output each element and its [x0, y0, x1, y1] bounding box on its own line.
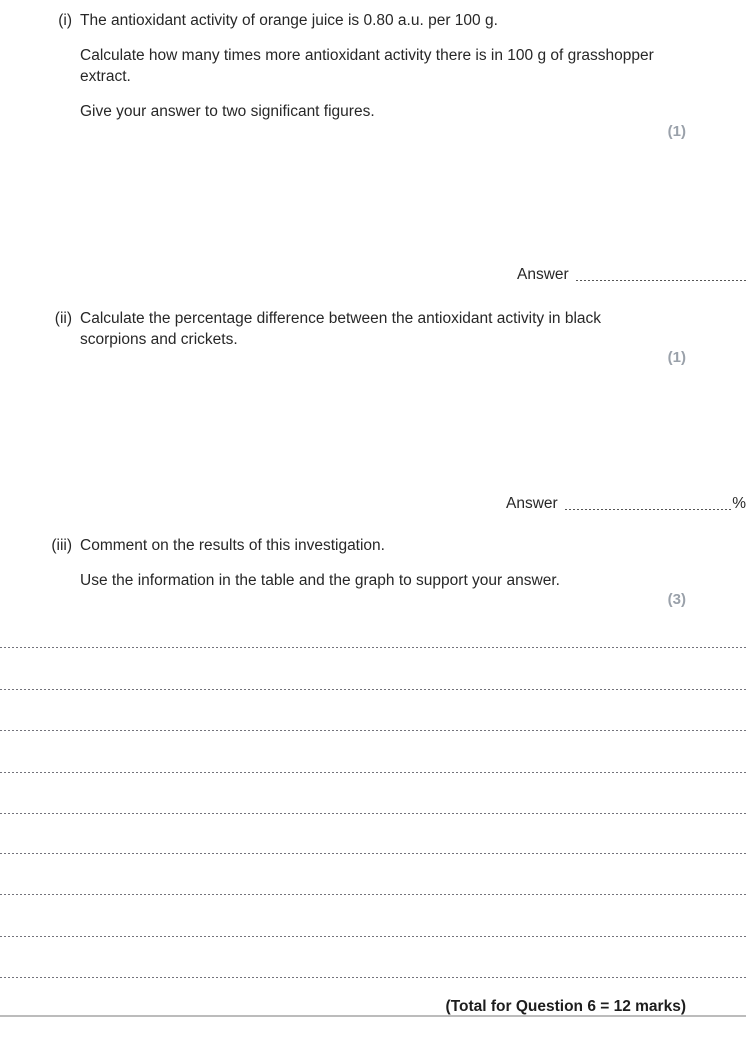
writing-line — [0, 689, 746, 690]
writing-line — [0, 853, 746, 854]
percent-suffix: % — [732, 495, 746, 512]
writing-line — [0, 813, 746, 814]
question-text: Calculate the percentage difference between the antioxidant activity in black scorpions and crickets. — [80, 310, 602, 348]
question-text: Give your answer to two significant figures. — [80, 103, 375, 120]
question-text: Comment on the results of this investigation. — [80, 537, 385, 554]
question-text: Use the information in the table and the graph to support your answer. — [80, 572, 560, 589]
question-number-ii: (ii) — [54, 310, 72, 327]
answer-label: Answer — [506, 495, 558, 512]
question-body-i — [80, 10, 670, 122]
question-part-i — [0, 10, 670, 122]
question-body-ii — [80, 308, 670, 350]
answer-field-i — [517, 265, 746, 285]
question-number-iii: (iii) — [51, 537, 72, 554]
marks-badge-ii: (1) — [667, 349, 686, 366]
question-part-ii — [0, 308, 670, 350]
marks-badge-i: (1) — [667, 123, 686, 140]
answer-field-ii — [506, 494, 746, 514]
writing-line — [0, 647, 746, 648]
answer-label: Answer — [517, 266, 569, 283]
question-part-iii — [0, 535, 670, 591]
writing-line — [0, 977, 746, 978]
writing-line — [0, 894, 746, 895]
question-number-i: (i) — [58, 12, 72, 29]
writing-line — [0, 936, 746, 937]
writing-line — [0, 730, 746, 731]
dotted-answer-line — [565, 509, 732, 510]
dotted-answer-line — [576, 280, 746, 281]
total-marks-text: (Total for Question 6 = 12 marks) — [445, 998, 686, 1015]
question-body-iii — [80, 535, 670, 591]
question-text: Calculate how many times more antioxidant activity there is in 100 g of grasshopper extract. — [80, 47, 654, 85]
footer-divider — [0, 1015, 746, 1017]
marks-badge-iii: (3) — [667, 591, 686, 608]
question-text: The antioxidant activity of orange juice is 0.80 a.u. per 100 g. — [80, 12, 498, 29]
writing-line — [0, 772, 746, 773]
